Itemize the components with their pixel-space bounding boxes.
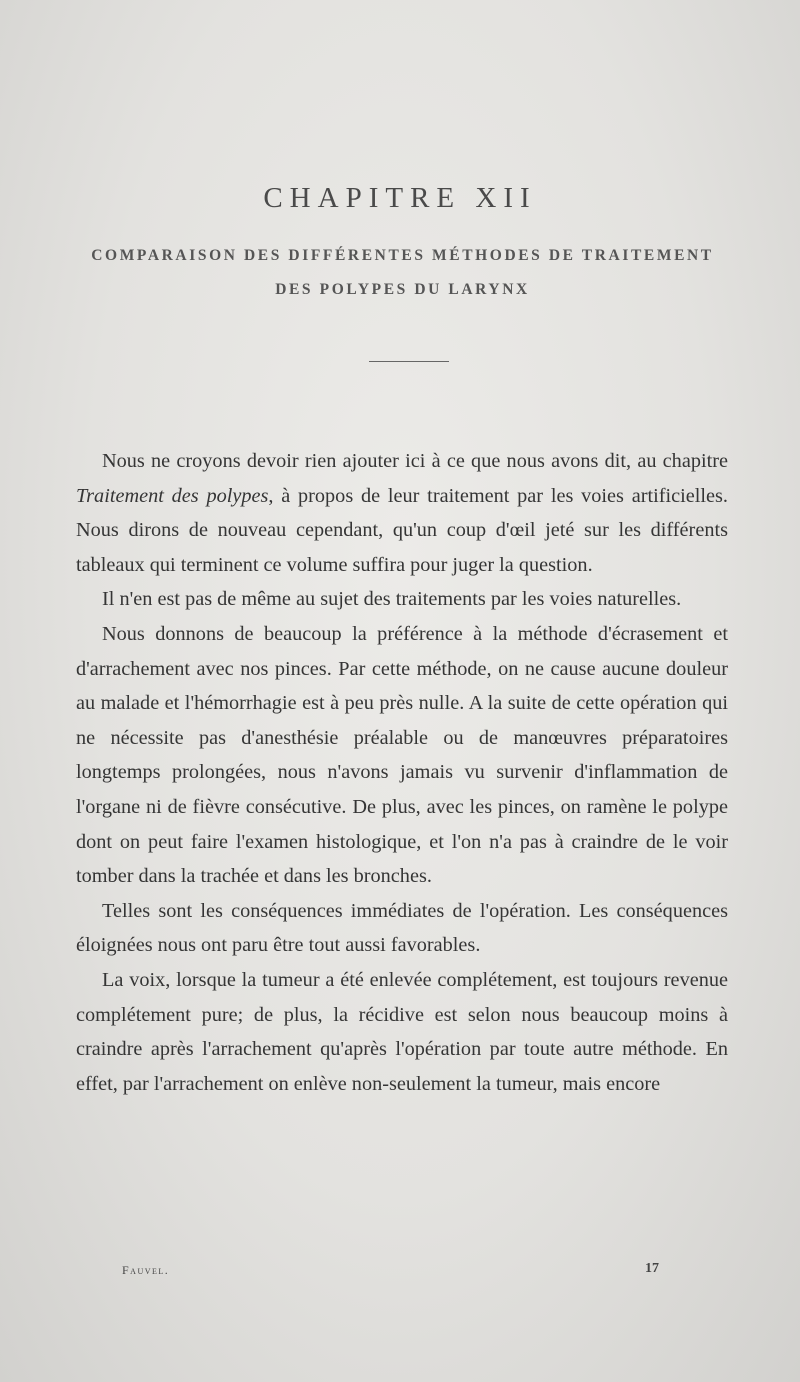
paragraph-1	[76, 444, 728, 582]
body-text	[76, 444, 728, 1101]
page-number: 17	[645, 1261, 659, 1276]
paragraph-4: Telles sont les conséquences immédiates de l'opération. Les conséquences éloignées nous ont paru être tout aussi favorables.	[76, 899, 728, 957]
section-divider	[369, 361, 449, 362]
paragraph-5: La voix, lorsque la tumeur a été enlevée complétement, est toujours revenue complétement pure; de plus, la récidive est selon nous beaucoup moins à craindre après l'arrachement qu'après l'opération par toute autre méthode. En effet, par l'arrachement on enlève non-seulement la tumeur, mais encore	[76, 968, 728, 1095]
paragraph-3: Nous donnons de beaucoup la préférence à la méthode d'écrasement et d'arrachement avec nos pinces. Par cette méthode, on ne cause aucune douleur au malade et l'hémorrhagie est à peu près nulle. A la suite de cette opération qui ne nécessite pas d'anesthésie préalable ou de manœuvres préparatoires longtemps prolongées, nous n'avons jamais vu survenir d'inflammation de l'organe ni de fièvre consécutive. De plus, avec les pinces, on ramène le polype dont on peut faire l'examen histologique, et l'on n'a pas à craindre de le voir tomber dans la trachée et dans les bronches.	[76, 622, 728, 888]
paragraph-1-end: , à propos de leur traitement par les voies artificielles. Nous dirons de nouveau cependant, qu'un coup d'œil jeté sur les différents tableaux qui terminent ce volume suffira pour juger la question.	[76, 484, 728, 576]
paragraph-2: Il n'en est pas de même au sujet des traitements par les voies naturelles.	[102, 588, 682, 611]
footer-author: Fauvel.	[122, 1263, 170, 1277]
paragraph-1-start: Nous ne croyons devoir rien ajouter ici à ce que nous avons dit, au chapitre	[102, 450, 728, 472]
chapter-title: CHAPITRE XII	[263, 182, 537, 214]
chapter-reference: Traitement des polypes	[76, 484, 269, 507]
chapter-subtitle-line-1: COMPARAISON DES DIFFÉRENTES MÉTHODES DE TRAITEMENT	[91, 247, 714, 264]
chapter-subtitle-line-2: DES POLYPES DU LARYNX	[275, 281, 530, 298]
